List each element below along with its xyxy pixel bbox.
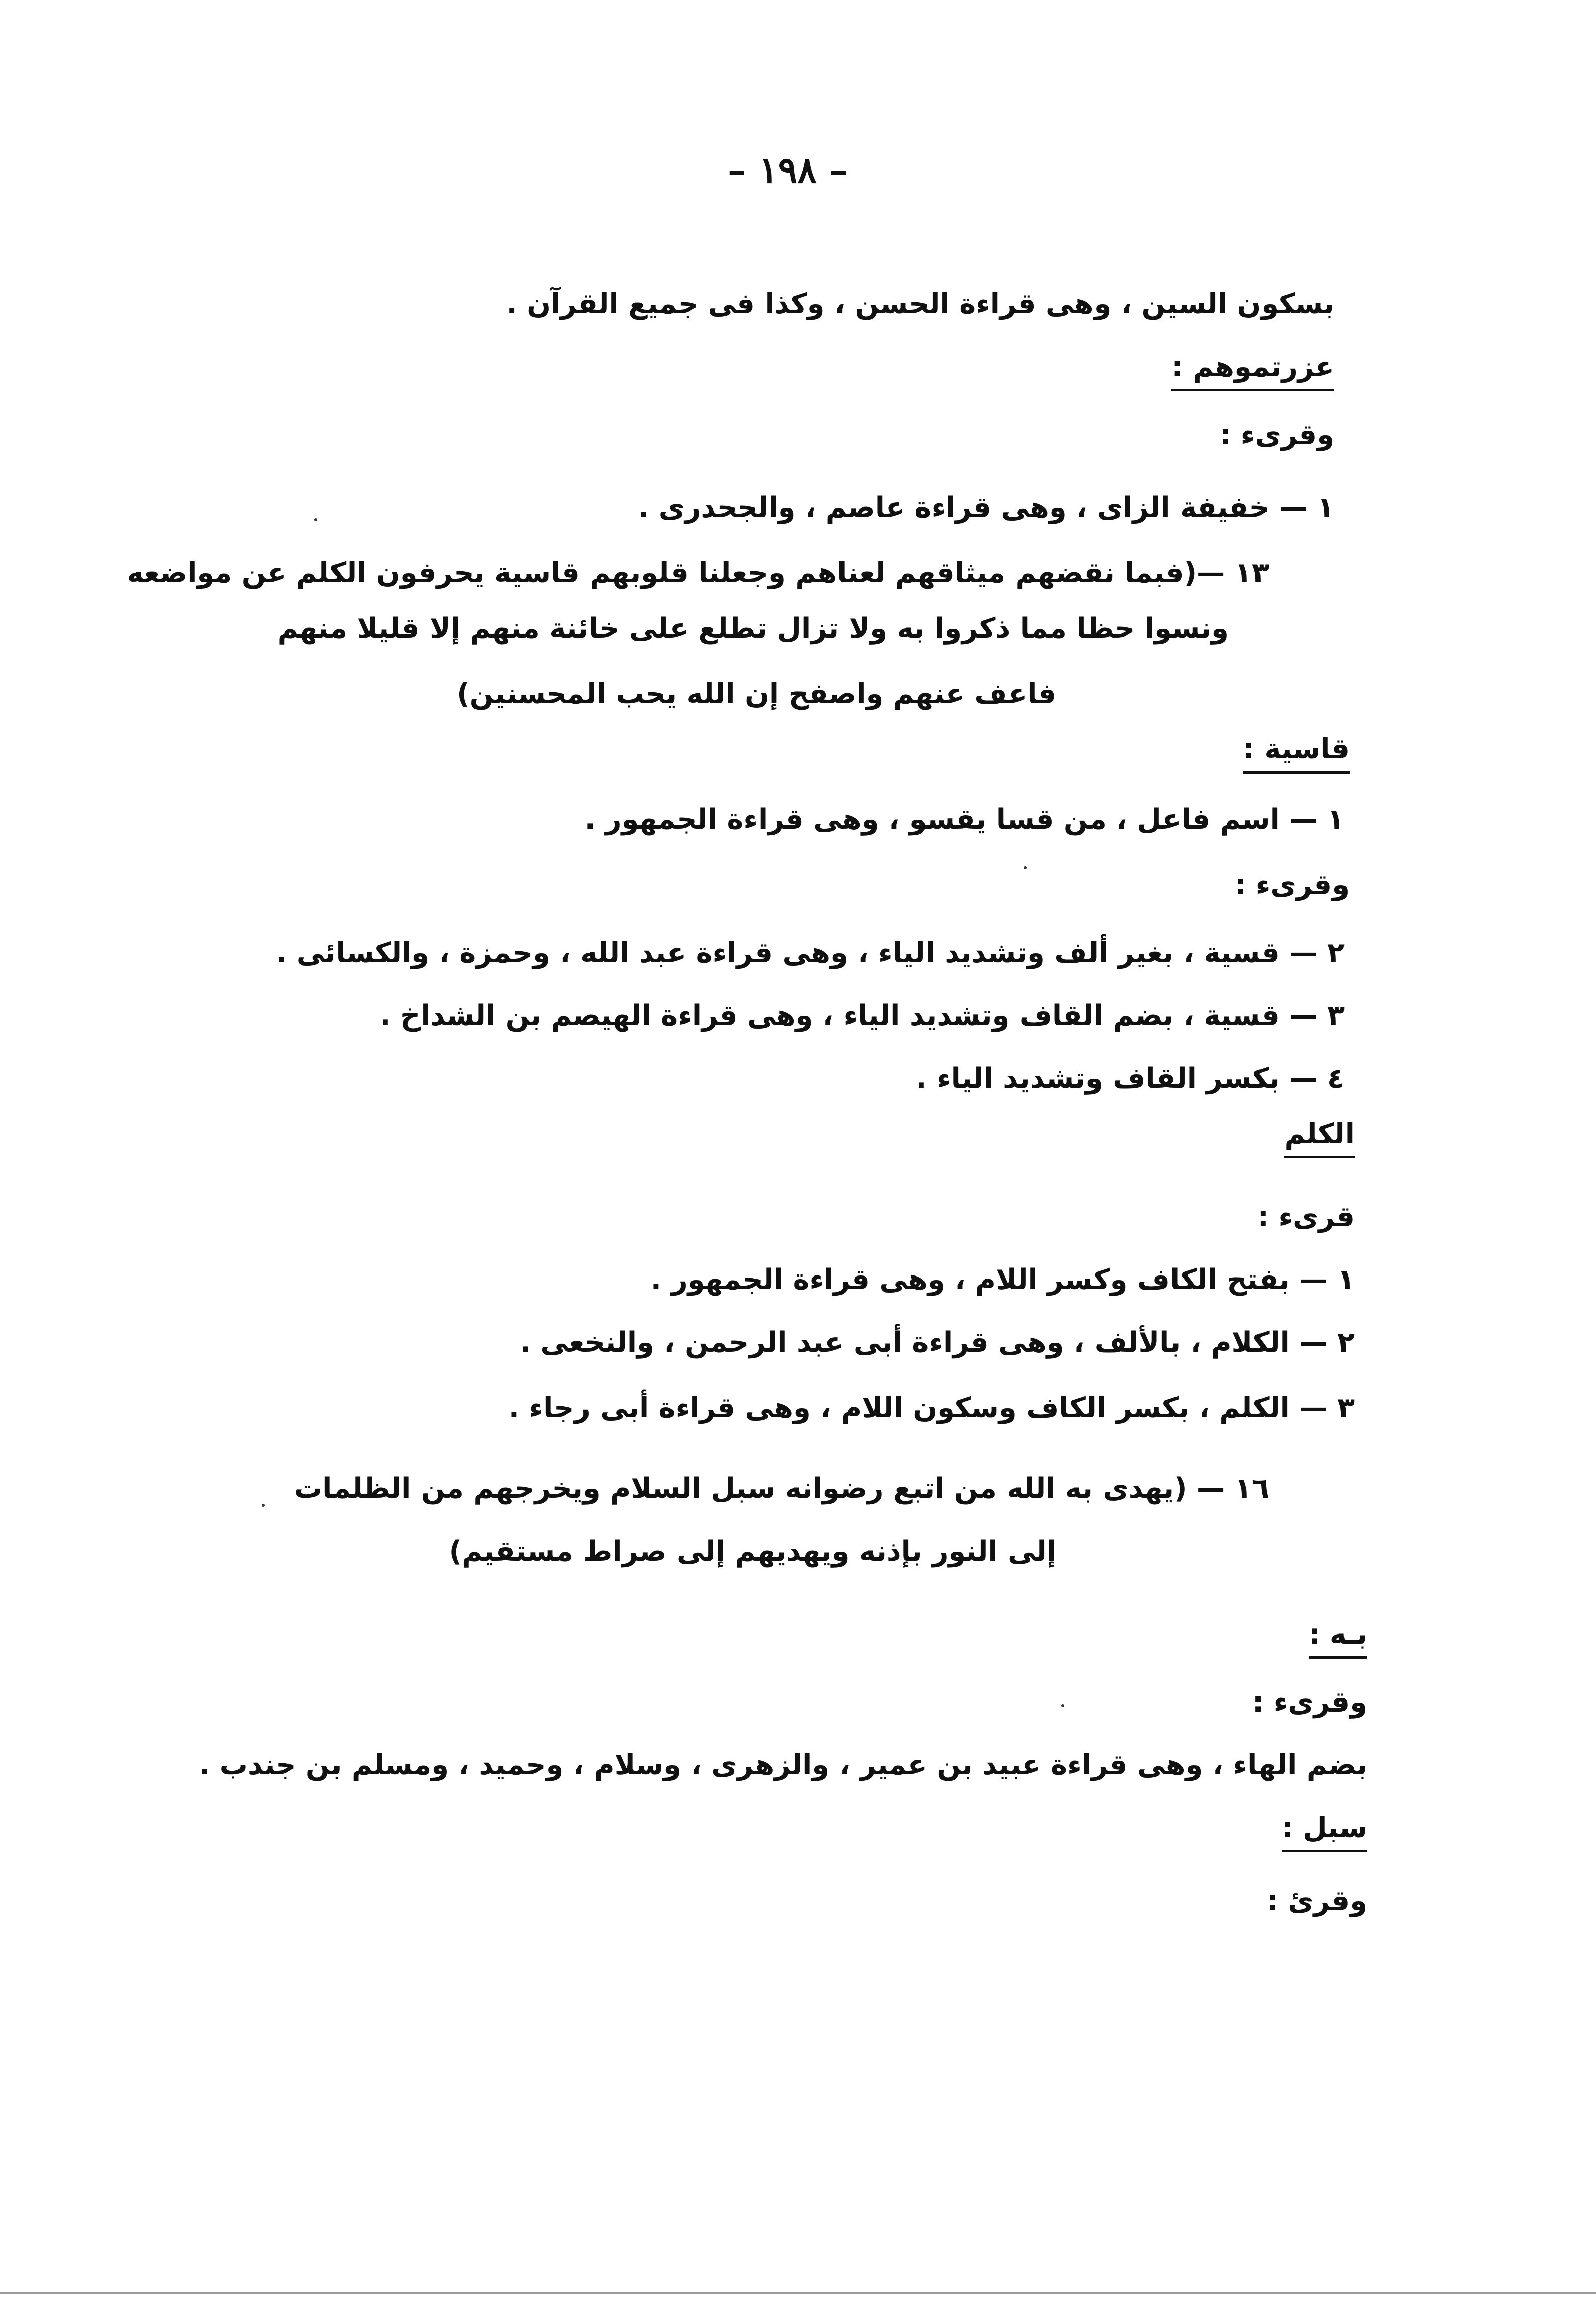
text-line: ٢ — الكلام ، بالألف ، وهى قراءة أبى عبد الرحمن ، والنخعى . [520, 1326, 1355, 1359]
scan-speck [262, 1504, 265, 1507]
section-heading: سبل : [1282, 1811, 1367, 1852]
text-line: وقرىء : [1234, 869, 1350, 901]
page-bottom-border [0, 2292, 1596, 2294]
text-line: ٣ — قسية ، بضم القاف وتشديد الياء ، وهى قراءة الهيصم بن الشداخ . [380, 999, 1345, 1032]
text-line: قرىء : [1257, 1201, 1355, 1233]
text-line: ٣ — الكلم ، بكسر الكاف وسكون اللام ، وهى قراءة أبى رجاء . [508, 1392, 1355, 1424]
text-line: ٤ — بكسر القاف وتشديد الياء . [916, 1062, 1345, 1095]
section-heading: بـه : [1309, 1617, 1367, 1659]
text-line: وقرىء : [1219, 418, 1334, 451]
text-line: وقرئ : [1267, 1885, 1367, 1917]
scan-speck [1061, 1704, 1064, 1707]
verse-line: إلى النور بإذنه ويهديهم إلى صراط مستقيم) [449, 1535, 1056, 1568]
text-line: ١ — بفتح الكاف وكسر اللام ، وهى قراءة الجمهور . [650, 1263, 1355, 1296]
text-line: ٢ — قسية ، بغير ألف وتشديد الياء ، وهى قراءة عبد الله ، وحمزة ، والكسائى . [276, 937, 1345, 969]
page-number: – ١٩٨ – [727, 148, 848, 191]
section-heading: قاسية : [1243, 732, 1350, 774]
text-line: بضم الهاء ، وهى قراءة عبيد بن عمير ، والزهرى ، وسلام ، وحميد ، ومسلم بن جندب . [199, 1749, 1367, 1781]
scan-speck [1024, 866, 1027, 869]
section-heading: الكلم [1284, 1117, 1355, 1158]
text-line: وقرىء : [1252, 1686, 1367, 1719]
section-heading: عزرتموهم : [1171, 350, 1334, 391]
verse-line: ونسوا حظا مما ذكروا به ولا تزال تطلع على خائنة منهم إلا قليلا منهم [277, 612, 1229, 645]
verse-line: ١٦ — (يهدى به الله من اتبع رضوانه سبل السلام ويخرجهم من الظلمات [294, 1472, 1269, 1505]
verse-line: فاعف عنهم واصفح إن الله يحب المحسنين) [457, 677, 1056, 710]
scan-speck [314, 518, 317, 521]
text-line: ١ — خفيفة الزاى ، وهى قراءة عاصم ، والجحدرى . [638, 491, 1334, 524]
text-line: ١ — اسم فاعل ، من قسا يقسو ، وهى قراءة الجمهور . [584, 803, 1345, 836]
verse-line: ١٣ —(فبما نقضهم ميثاقهم لعناهم وجعلنا قلوبهم قاسية يحرفون الكلم عن مواضعه [127, 557, 1269, 589]
text-line: بسكون السين ، وهى قراءة الحسن ، وكذا فى جميع القرآن . [506, 288, 1334, 320]
